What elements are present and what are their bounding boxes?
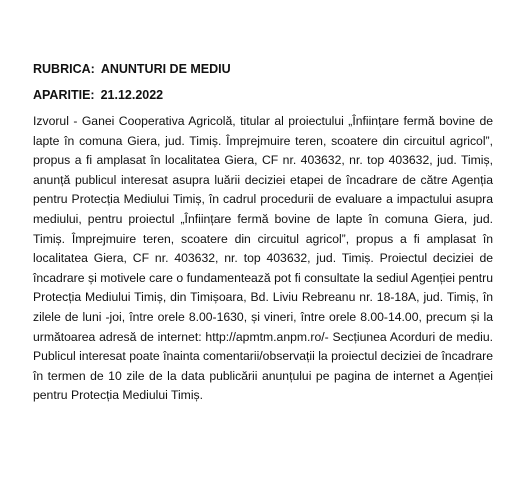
publication-date-value: 21.12.2022 bbox=[100, 88, 164, 102]
section-heading bbox=[33, 62, 493, 77]
announcement-document bbox=[33, 62, 493, 406]
publication-date-label: APARITIE: bbox=[33, 88, 95, 102]
announcement-body: Izvorul - Ganei Cooperativa Agricolă, titular al proiectului „Înființare fermă bovine de lapte în comuna Giera, jud. Timiș. Împrejmuire teren, scoatere din circuitul agricol”, propus a fi amplasat în localitatea Giera, CF nr. 403632, nr. top 403632, jud. Timiș, anunță publicul interesat asupra luării deciziei etapei de încadrare de către Agenția pentru Protecția Mediului Timiș, în cadrul procedurii de evaluare a impactului asupra mediului, pentru proiectul „Înființare fermă bovine de lapte în comuna Giera, jud. Timiș. Împrejmuire teren, scoatere din circuitul agricol”, propus a fi amplasat în localitatea Giera, CF nr. 403632, nr. top 403632, jud. Timiș. Proiectul deciziei de încadrare și motivele care o fundamentează pot fi consultate la sediul Agenției pentru Protecția Mediului Timiș, din Timișoara, Bd. Liviu Rebreanu nr. 18-18A, jud. Timiș, în zilele de luni -joi, între orele 8.00-1630, și vineri, între orele 8.00-14.00, precum și la următoarea adresă de internet: http://apmtm.anpm.ro/- Secțiunea Acorduri de mediu. Publicul interesat poate înainta comentarii/observații la proiectul deciziei de încadrare în termen de 10 zile de la data publicării anunțului pe pagina de internet a Agenției pentru Protecția Mediului Timiș. bbox=[33, 114, 493, 403]
section-label: RUBRICA: bbox=[33, 62, 95, 76]
publication-date-heading bbox=[33, 88, 493, 103]
section-value: ANUNTURI DE MEDIU bbox=[100, 62, 231, 76]
